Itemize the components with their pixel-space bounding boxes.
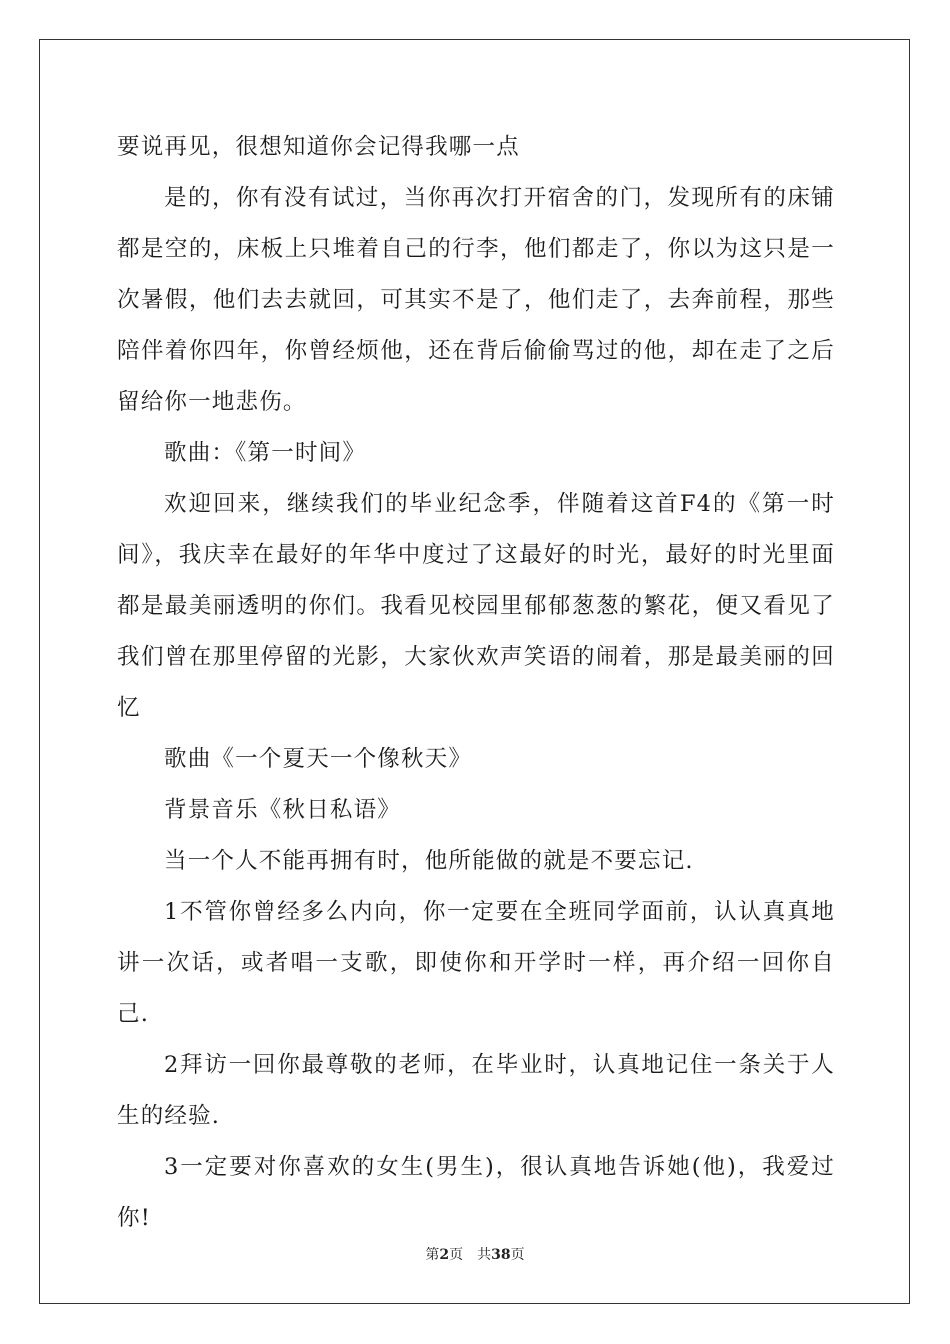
paragraph-8: 1不管你曾经多么内向，你一定要在全班同学面前，认认真真地讲一次话，或者唱一支歌，即使你和开学时一样，再介绍一回你自己.: [117, 899, 835, 1027]
page-number: 2: [439, 1247, 450, 1263]
paragraph-3: 歌曲：《第一时间》: [164, 440, 367, 466]
total-pages: 38: [491, 1247, 511, 1263]
page-prefix: 第: [425, 1247, 440, 1263]
paragraph-6: 背景音乐《秋日私语》: [164, 797, 402, 823]
paragraph-9: 2拜访一回你最尊敬的老师，在毕业时，认真地记住一条关于人生的经验.: [117, 1052, 835, 1129]
paragraph-1: 要说再见，很想知道你会记得我哪一点: [117, 134, 520, 160]
paragraph-10: 3一定要对你喜欢的女生(男生)，很认真地告诉她(他)，我爱过你!: [117, 1154, 835, 1231]
paragraph-4: 欢迎回来，继续我们的毕业纪念季，伴随着这首F4的《第一时间》，我庆幸在最好的年华中度过了这最好的时光，最好的时光里面都是最美丽透明的你们。我看见校园里郁郁葱葱的繁花，便又看见了我们曾在那里停留的光影，大家伙欢声笑语的闹着，那是最美丽的回忆: [117, 491, 835, 721]
total-suffix: 页: [510, 1247, 525, 1263]
paragraph-2: 是的，你有没有试过，当你再次打开宿舍的门，发现所有的床铺都是空的，床板上只堆着自己的行李，他们都走了，你以为这只是一次暑假，他们去去就回，可其实不是了，他们走了，去奔前程，那些陪伴着你四年，你曾经烦他，还在背后偷偷骂过的他，却在走了之后留给你一地悲伤。: [117, 185, 835, 415]
page-footer: [0, 1245, 950, 1265]
paragraph-5: 歌曲《一个夏天一个像秋天》: [164, 746, 473, 772]
paragraph-7: 当一个人不能再拥有时，他所能做的就是不要忘记.: [164, 848, 694, 874]
document-body: [117, 122, 835, 1244]
total-prefix: 共: [477, 1247, 492, 1263]
page-suffix: 页: [449, 1247, 464, 1263]
